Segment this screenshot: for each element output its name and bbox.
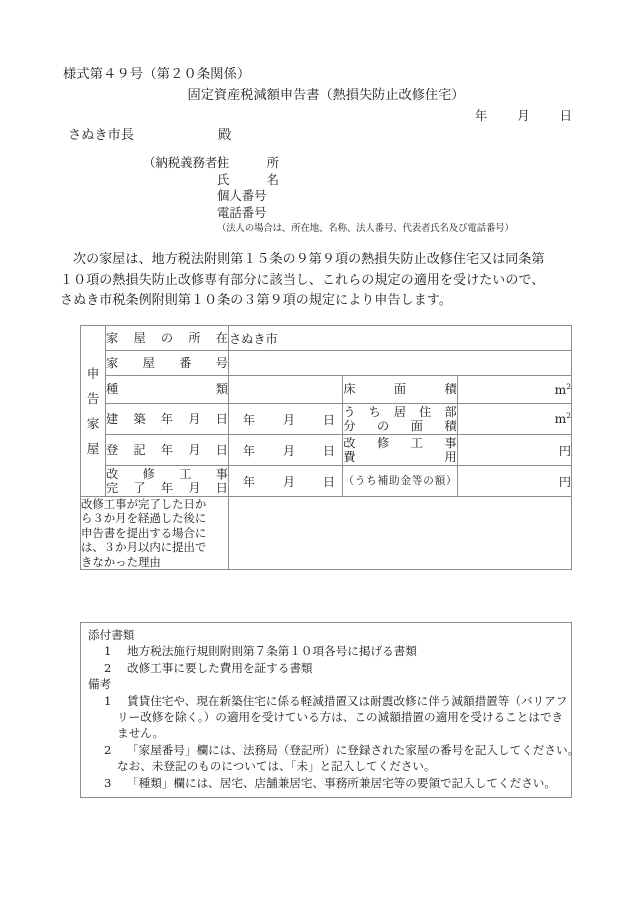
taxpayer-block (143, 155, 514, 238)
side-label-char-2: 告 (86, 391, 100, 406)
build-date-month: 月 (282, 412, 296, 427)
value-build-date[interactable] (229, 404, 343, 435)
taxpayer-name-row (143, 172, 514, 189)
declaration-line-3: さぬき市税条例附則第１０条の３第９項の規定により申告します。 (60, 293, 452, 308)
completion-date-day: 日 (322, 474, 336, 489)
label-house-number: 家屋番号 (106, 351, 229, 376)
reason-label-line-3: 申告書を提出する場合に (81, 525, 207, 540)
label-repair-cost-line-1: 改修工事 (343, 435, 457, 450)
label-residential-area (343, 404, 457, 435)
label-residential-area-line-2: 分の面積 (343, 419, 457, 433)
remark-number: 2 (104, 742, 112, 757)
remark-text-line-2: リー改修を除く。）の適用を受けている方は、この減額措置の適用を受けることはでき (117, 710, 564, 725)
table-row-completion-date (81, 466, 572, 497)
declaration-line-1: 次の家屋は、地方税法附則第１５条の９第９項の熱損失防止改修住宅又は同条第 (73, 252, 545, 267)
label-location: 家屋の所在 (106, 326, 229, 351)
header-date-month: 月 (517, 108, 530, 123)
subsidy-unit: 円 (558, 474, 571, 489)
table-row-build-date (81, 404, 572, 435)
floor-area-unit: $m^2$ (554, 381, 571, 397)
build-date-day: 日 (322, 412, 336, 427)
remarks-heading: 備考 (88, 677, 112, 692)
page-title: 固定資産税減額申告書（熱損失防止改修住宅） (187, 88, 465, 103)
repair-cost-unit: 円 (558, 443, 571, 458)
taxpayer-name-label: 氏名 (217, 171, 279, 187)
attachments-heading: 添付書類 (88, 628, 135, 642)
taxpayer-phone-label: 電話番号 (217, 204, 267, 220)
list-item (88, 775, 564, 791)
taxpayer-personal-number-label: 個人番号 (217, 188, 267, 204)
header-date-year: 年 (474, 108, 488, 123)
register-date-year: 年 (242, 443, 256, 458)
table-row-type-floor-area (81, 376, 572, 404)
side-label-char-3: 家 (86, 416, 100, 431)
taxpayer-address-label: 住所 (217, 155, 279, 170)
attachment-text: 地方税法施行規則附則第７条第１０項各号に掲げる書類 (127, 644, 417, 659)
value-late-submission-reason[interactable] (229, 497, 572, 570)
value-type[interactable] (229, 376, 343, 404)
remark-text-line-1: 賃貸住宅や、現在新築住宅に係る軽減措置又は耐震改修に伴う減額措置等（バリアフ (127, 693, 568, 708)
label-completion-date-line-2: 完了年月日 (106, 481, 228, 495)
list-item (88, 693, 568, 742)
declaration-paragraph (60, 250, 576, 312)
header-date-day: 日 (559, 108, 572, 123)
remark-number: 3 (104, 775, 112, 790)
notes-box (80, 622, 580, 798)
taxpayer-corporate-note: （法人の場合は、所在地、名称、法人番号、代表者氏名及び電話番号） (217, 223, 514, 235)
label-repair-cost (343, 435, 457, 466)
remark-text-line-1: 「種類」欄には、居宅、店舗兼居宅、事務所兼居宅等の要領で記入してください。 (127, 775, 556, 790)
attachment-text: 改修工事に要した費用を証する書類 (127, 660, 313, 675)
value-repair-cost[interactable] (457, 435, 571, 466)
table-row-register-date (81, 435, 572, 466)
form-number: 様式第４９号（第２０条関係） (63, 67, 251, 82)
label-completion-date-line-1: 改修工事 (106, 466, 228, 481)
residential-area-unit: $m^2$ (554, 410, 571, 426)
completion-date-month: 月 (282, 474, 296, 489)
label-build-date: 建築年月日 (106, 404, 229, 435)
table-row-location (81, 326, 572, 351)
value-location[interactable]: さぬき市 (229, 326, 572, 351)
addressee-honorific: 殿 (217, 128, 232, 143)
value-subsidy-amount[interactable] (457, 466, 571, 497)
taxpayer-personal-number-row (143, 188, 514, 205)
value-house-number[interactable] (229, 351, 572, 376)
attachment-number: 2 (104, 660, 112, 675)
register-date-day: 日 (322, 443, 336, 458)
side-label-char-1: 申 (86, 366, 100, 381)
addressee (68, 124, 231, 143)
label-subsidy-amount: （うち補助金等の額） (343, 466, 457, 497)
reason-label-line-4: は、３か月以内に提出で (81, 540, 207, 555)
remark-text-line-1: 「家屋番号」欄には、法務局（登記所）に登録された家屋の番号を記入してください。 (127, 742, 580, 757)
header-date-line (475, 106, 572, 124)
label-register-date: 登記年月日 (106, 435, 229, 466)
value-register-date[interactable] (229, 435, 343, 466)
remarks-list (88, 693, 580, 791)
label-floor-area: 床面積 (343, 376, 457, 404)
label-type: 種類 (106, 376, 229, 404)
declared-house-table (80, 325, 572, 570)
label-residential-area-line-1: うち居住部 (343, 404, 457, 419)
list-item (88, 660, 564, 676)
register-date-month: 月 (282, 443, 296, 458)
label-late-submission-reason (81, 497, 229, 570)
table-row-house-number (81, 351, 572, 376)
declaration-line-2: １０項の熱損失防止改修専有部分に該当し、これらの規定の適用を受けたいので、 (60, 272, 545, 288)
addressee-name: さぬき市長 (68, 128, 134, 143)
taxpayer-phone-row (143, 205, 514, 222)
taxpayer-address-row (143, 155, 514, 172)
remark-text-line-2: なお、未登記のものについては、「未」と記入してください。 (117, 759, 436, 774)
label-completion-date (106, 466, 229, 497)
value-floor-area[interactable] (457, 376, 571, 404)
value-completion-date[interactable] (229, 466, 343, 497)
reason-label-line-2: ら３か月を経過した後に (81, 511, 207, 526)
remark-text-line-3: ません。 (117, 726, 165, 741)
reason-label-line-1: 改修工事が完了した日か (81, 497, 207, 511)
table-side-label (81, 326, 106, 497)
build-date-year: 年 (242, 412, 256, 427)
completion-date-year: 年 (242, 474, 256, 489)
attachments-list (88, 643, 564, 676)
value-residential-area[interactable] (457, 404, 571, 435)
reason-label-line-5: きなかった理由 (81, 554, 161, 569)
list-item (88, 643, 564, 659)
attachment-number: 1 (104, 644, 112, 659)
table-row-reason (81, 497, 572, 570)
list-item (88, 742, 580, 775)
taxpayer-group-label: （納税義務者） (143, 155, 230, 170)
remark-number: 1 (104, 693, 112, 708)
side-label-char-4: 屋 (86, 441, 100, 456)
label-repair-cost-line-2: 費用 (343, 450, 457, 464)
